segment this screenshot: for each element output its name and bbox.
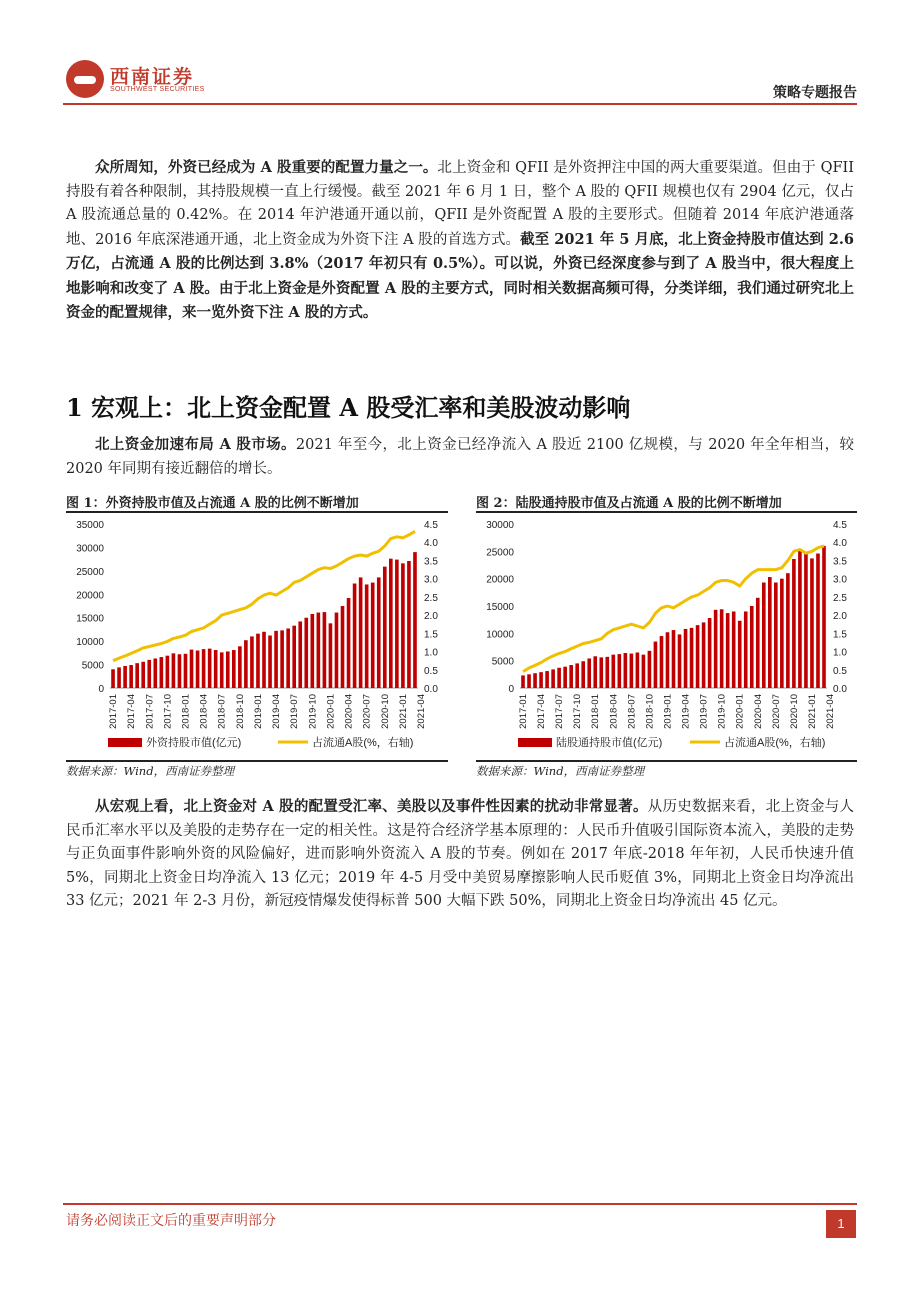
bar [798,551,802,688]
y-tick-label: 25000 [486,547,514,559]
bar [190,650,194,688]
bar [780,579,784,688]
bar [196,651,200,688]
bar [329,623,333,688]
x-tick-label: 2017-04 [126,694,138,729]
legend-bar-swatch [518,738,552,747]
company-logo-icon [66,60,104,98]
x-tick-label: 2018-04 [198,694,210,729]
bar [750,606,754,688]
y2-tick-label: 0.0 [833,684,847,695]
y2-tick-label: 1.0 [833,647,847,659]
bar [684,629,688,688]
bar [732,611,736,688]
section-paragraph-1 [66,433,854,481]
bar [726,613,730,688]
bar [135,663,139,688]
bar [768,577,772,688]
bar [804,552,808,688]
figure-2-chart [476,514,857,758]
bar [208,649,212,688]
y2-tick-label: 0.5 [424,665,438,677]
y2-tick-label: 4.0 [424,538,438,550]
bar [311,614,315,688]
x-tick-label: 2018-10 [234,694,246,729]
bar [557,668,561,688]
bar [569,665,573,688]
legend-bar-label: 外资持股市值(亿元) [146,737,242,749]
legend-line-label: 占流通A股(%，右轴) [312,737,414,749]
bar [335,613,339,688]
y2-tick-label: 2.5 [424,592,438,604]
y-tick-label: 10000 [76,637,104,649]
bar [407,561,411,688]
y-tick-label: 5000 [81,660,104,672]
bar [611,655,615,688]
x-tick-label: 2019-10 [307,694,319,729]
y2-tick-label: 3.5 [424,556,438,568]
section-p1-bold: 北上资金加速布局 A 股市场。 [95,436,296,453]
bar [738,621,742,688]
bar [172,653,176,688]
bar [359,577,363,688]
y-tick-label: 0 [508,684,514,695]
bar [323,612,327,688]
x-tick-label: 2017-10 [572,694,584,729]
bar [774,582,778,688]
bar [377,577,381,688]
y2-tick-label: 3.5 [833,556,847,568]
figure-2-source: 数据来源：Wind，西南证券整理 [476,764,645,778]
bar [636,652,640,688]
bar [371,583,375,688]
bar [708,618,712,688]
bar [642,655,646,688]
bar [153,658,157,688]
bar [654,642,658,688]
y-tick-label: 5000 [491,656,514,668]
bar [286,628,290,688]
bar [605,657,609,688]
bar [575,663,579,688]
x-tick-label: 2019-07 [289,694,301,729]
x-tick-label: 2021-01 [807,694,818,729]
bar [690,628,694,688]
y2-tick-label: 2.0 [833,611,847,623]
bar [298,621,302,688]
page-number: 1 [826,1210,856,1238]
bar [581,661,585,688]
bar [395,560,399,688]
bar [341,606,345,688]
x-tick-label: 2020-07 [361,694,373,729]
intro-paragraph [66,156,854,326]
bar [147,660,151,688]
bar [756,598,760,688]
x-tick-label: 2018-07 [626,694,638,729]
bar [226,651,230,688]
company-name-en: SOUTHWEST SECURITIES [110,86,205,93]
x-tick-label: 2017-07 [144,694,156,729]
section-p1-text: 2021 年至今，北上资金已经净流入 A 股近 2100 亿规模，与 2020 年全年相当，较 2020 年同期有接近翻倍的增长。 [66,437,854,477]
y2-tick-label: 4.5 [833,520,847,531]
intro-text-1: 北上资金和 QFII 是外资押注中国的两大重要渠道。但由于 QFII 持股有着各种限制，其持股规模一直上行缓慢。截至 2021 年 6 月 1 日，整个 A 股的 QFII 规模也仅有 2904 亿元，仅占 A 股流通总量的 0.42%。在 2014 年沪港通开通以前，QFII 是外资配置 A 股的主要形式。但随着 2014 年底沪港通落地、2016 年底深港通开通，北上资金成为外资下注 A 股的首选方式。 [66,160,854,248]
y2-tick-label: 1.5 [424,629,438,641]
bar [810,558,814,688]
bar [274,631,278,688]
bar [178,654,182,688]
y-tick-label: 35000 [76,520,104,531]
x-tick-label: 2018-10 [644,694,656,729]
bar [666,632,670,688]
bar [389,559,393,688]
footer-disclaimer: 请务必阅读正文后的重要声明部分 [66,1213,276,1229]
figure-1-chart [66,514,448,758]
x-tick-label: 2020-01 [325,694,337,729]
y-tick-label: 0 [98,684,104,695]
company-name: 西南证券 [110,66,195,88]
bar [280,630,284,688]
bar [816,554,820,688]
bar [702,622,706,688]
bar [383,567,387,688]
bar [527,674,531,688]
bar [347,598,351,688]
figure-1-bottom-rule [66,760,448,762]
x-tick-label: 2020-10 [379,694,391,729]
bar [714,610,718,688]
y-tick-label: 30000 [76,543,104,555]
y2-tick-label: 1.5 [833,629,847,641]
x-tick-label: 2020-07 [770,694,782,729]
y-tick-label: 25000 [76,566,104,578]
y2-tick-label: 0.0 [424,684,438,695]
legend-bar-swatch [108,738,142,747]
y-tick-label: 30000 [486,520,514,531]
y2-tick-label: 4.0 [833,538,847,550]
x-tick-label: 2017-07 [554,694,566,729]
bar [630,654,634,688]
y2-tick-label: 2.0 [424,611,438,623]
bar [539,672,543,688]
bar [744,611,748,688]
y2-tick-label: 4.5 [424,520,438,531]
bar [822,546,826,688]
bar [521,675,525,688]
report-type: 策略专题报告 [773,85,857,101]
bar [232,650,236,688]
bar [365,584,369,688]
bar [696,625,700,688]
y-tick-label: 15000 [76,613,104,625]
x-tick-label: 2019-10 [716,694,728,729]
bar [678,634,682,688]
y-tick-label: 20000 [486,574,514,586]
y-tick-label: 15000 [486,602,514,613]
x-tick-label: 2021-04 [825,694,836,729]
x-tick-label: 2020-04 [752,694,764,729]
bar [401,563,405,688]
figure-2-title: 图 2：陆股通持股市值及占流通 A 股的比例不断增加 [476,496,782,511]
x-tick-label: 2017-10 [162,694,174,729]
x-tick-label: 2019-01 [253,694,264,729]
bar [563,667,567,688]
x-tick-label: 2017-01 [518,694,529,729]
bar [292,626,296,688]
bar [244,640,248,688]
bar [129,665,133,688]
bar [551,669,555,688]
bar [250,636,254,688]
section-p2-text: 从历史数据来看，北上资金与人民币汇率水平以及美股的走势存在一定的相关性。这是符合经济学基本原理的：人民币升值吸引国际资本流入，美股的走势与正负面事件影响外资的风险偏好，进而影响外资流入 A 股的节奏。例如在 2017 年底-2018 年年初，人民币快速升值 5%，同期北上资金日均净流入 13 亿元；2019 年 4-5 月受中美贸易摩擦影响人民币贬值 3%，同期北上资金日均净流出 33 亿元；2021 年 2-3 月份，新冠疫情爆发使得标普 500 大幅下跌 50%，同期北上资金日均净流出 45 亿元。 [66,799,855,909]
bar [262,632,266,688]
figure-2-rule [476,511,857,513]
figure-1-title: 图 1：外资持股市值及占流通 A 股的比例不断增加 [66,496,359,511]
bar [304,618,308,688]
y2-tick-label: 0.5 [833,665,847,677]
y2-tick-label: 2.5 [833,592,847,604]
y2-tick-label: 3.0 [833,574,847,586]
bar [123,666,127,688]
bar [624,653,628,688]
bar [268,636,272,688]
x-tick-label: 2018-07 [216,694,228,729]
bar [214,650,218,688]
bar [256,634,260,688]
y-tick-label: 20000 [76,590,104,602]
y-tick-label: 10000 [486,629,514,641]
section-heading: 1 宏观上：北上资金配置 A 股受汇率和美股波动影响 [66,393,631,422]
intro-bold-1: 众所周知，外资已经成为 A 股重要的配置力量之一。 [95,159,438,176]
figure-2-bottom-rule [476,760,857,762]
bar [533,673,537,688]
bar [220,652,224,688]
bar [648,651,652,688]
y2-tick-label: 1.0 [424,647,438,659]
x-tick-label: 2020-10 [788,694,800,729]
x-tick-label: 2020-01 [734,694,746,729]
figure-1-source: 数据来源：Wind，西南证券整理 [66,764,235,778]
x-tick-label: 2019-04 [271,694,283,729]
x-tick-label: 2020-04 [343,694,355,729]
bar [672,630,676,688]
x-tick-label: 2021-01 [397,694,409,729]
x-tick-label: 2019-04 [680,694,692,729]
header-divider [63,103,857,105]
section-paragraph-2 [66,795,854,914]
bar [184,654,188,688]
bar [166,656,170,688]
bar [160,657,164,688]
bar [792,559,796,688]
footer-divider [63,1203,857,1205]
bar [117,667,121,688]
bar [413,552,417,688]
x-tick-label: 2017-04 [536,694,548,729]
bar [599,657,603,688]
legend-line-label: 占流通A股(%，右轴) [724,737,826,749]
bar [545,671,549,688]
x-tick-label: 2019-07 [698,694,710,729]
x-tick-label: 2018-01 [590,694,602,729]
bar [587,658,591,688]
bar [720,609,724,688]
bar [141,662,145,688]
bar [593,656,597,688]
bar [202,649,206,688]
intro-bold-2: 截至 2021 年 5 月底，北上资金持股市值达到 2.6 万亿，占流通 A 股的比例达到 3.8%（2017 年初只有 0.5%）。可以说，外资已经深度参与到了 A 股当中，很大程度上地影响和改变了 A 股。由于北上资金是外资配置 A 股的主要方式，同时相关数据高频可得，分类详细，我们通过研究北上资金的配置规律，来一览外资下注 A 股的方式。 [66,230,854,321]
x-tick-label: 2019-01 [662,694,674,729]
x-tick-label: 2021-04 [416,694,427,729]
x-tick-label: 2017-01 [108,694,119,729]
bar [238,646,242,688]
x-tick-label: 2018-01 [180,694,192,729]
bar [618,654,622,688]
bar [660,636,664,688]
bar [786,573,790,688]
section-p2-bold: 从宏观上看，北上资金对 A 股的配置受汇率、美股以及事件性因素的扰动非常显著。 [95,798,648,815]
bar [353,584,357,688]
x-tick-label: 2018-04 [608,694,620,729]
bar [111,669,115,688]
legend-bar-label: 陆股通持股市值(亿元) [556,737,663,749]
bar [762,582,766,688]
bar [317,613,321,688]
y2-tick-label: 3.0 [424,574,438,586]
figure-1-rule [66,511,448,513]
